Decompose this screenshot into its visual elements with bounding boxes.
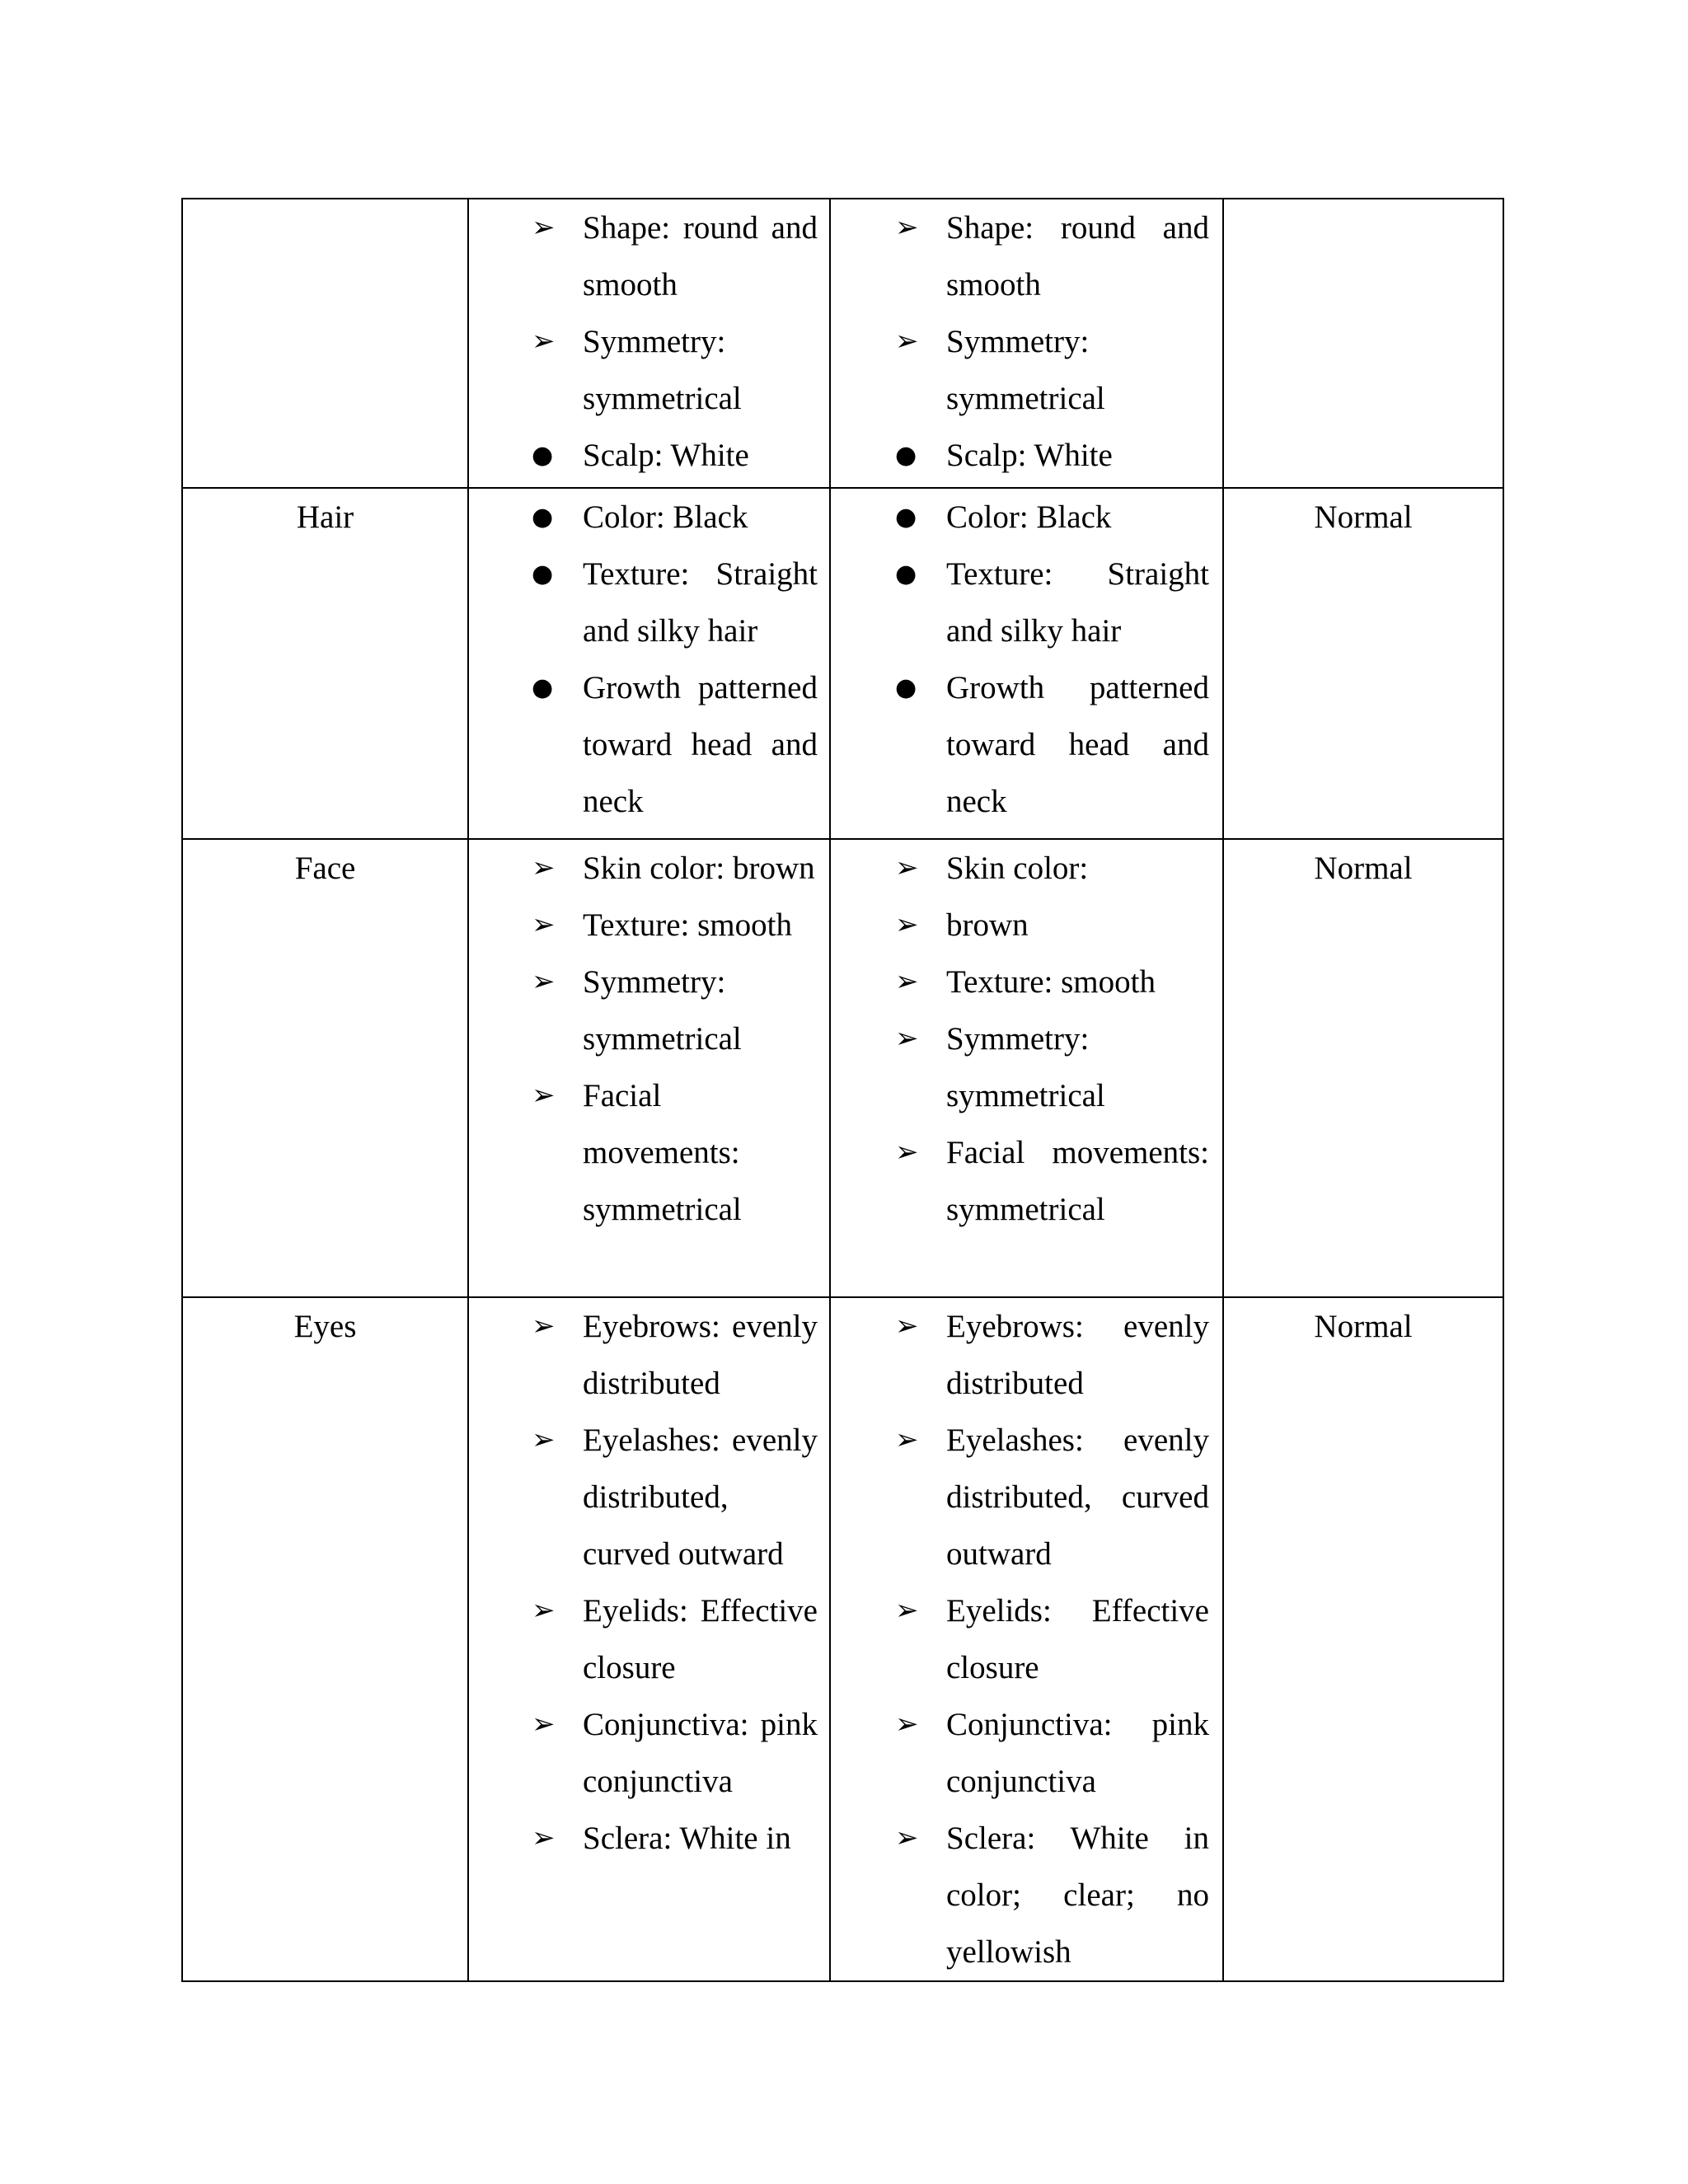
remark-cell: [1223, 1297, 1503, 1981]
dot-bullet-icon: ●: [895, 673, 917, 702]
list-item: ➢ Eyebrows: evenly distributed: [469, 1298, 829, 1412]
list-item: ➢ Skin color: brown: [469, 840, 829, 897]
list-item: ➢ brown: [831, 897, 1222, 954]
list-item: ➢ Texture: smooth: [831, 954, 1222, 1010]
remark: Normal: [1314, 851, 1413, 886]
list-item: ➢ Symmetry: symmetrical: [831, 313, 1222, 427]
dot-bullet-icon: ●: [532, 441, 554, 470]
findings-cell: [830, 1297, 1223, 1981]
list-item: ➢ Symmetry: symmetrical: [469, 954, 829, 1067]
arrow-bullet-icon: ➢: [895, 211, 919, 244]
dot-bullet-icon: ●: [895, 560, 917, 588]
dot-bullet-icon: ●: [532, 503, 554, 532]
list-item: ● Color: Black: [469, 489, 829, 546]
list-item: ➢ Sclera: White in color; clear; no yellowish: [831, 1810, 1222, 1980]
findings-cell: [830, 839, 1223, 1297]
arrow-bullet-icon: ➢: [532, 211, 556, 244]
list-item: ➢ Conjunctiva: pink conjunctiva: [469, 1696, 829, 1810]
table-row-hair: [182, 488, 1503, 839]
remark-cell: [1223, 839, 1503, 1297]
findings-list: [469, 840, 829, 1238]
arrow-bullet-icon: ➢: [895, 1136, 919, 1169]
table-row-head-continued: [182, 199, 1503, 488]
list-item: ● Color: Black: [831, 489, 1222, 546]
list-item: ● Scalp: White: [469, 427, 829, 484]
findings-list: [469, 199, 829, 484]
findings-cell: [468, 839, 830, 1297]
dot-bullet-icon: ●: [895, 503, 917, 532]
findings-cell: [468, 488, 830, 839]
arrow-bullet-icon: ➢: [532, 325, 556, 358]
arrow-bullet-icon: ➢: [532, 1594, 556, 1627]
arrow-bullet-icon: ➢: [532, 1310, 556, 1343]
assessment-table: [181, 198, 1504, 1982]
list-item: ● Growth patterned toward head and neck: [469, 659, 829, 830]
remark: Normal: [1314, 499, 1413, 535]
list-item: ➢ Eyelashes: evenly distributed, curved outward: [469, 1412, 829, 1582]
table-row-eyes: [182, 1297, 1503, 1981]
arrow-bullet-icon: ➢: [532, 851, 556, 884]
row-label: Eyes: [293, 1309, 357, 1344]
findings-list: [831, 1298, 1222, 1980]
findings-list: [469, 1298, 829, 1867]
row-label-cell: [182, 839, 468, 1297]
remark-cell: [1223, 199, 1503, 488]
list-item: ● Growth patterned toward head and neck: [831, 659, 1222, 830]
dot-bullet-icon: ●: [895, 441, 917, 470]
arrow-bullet-icon: ➢: [532, 1708, 556, 1741]
arrow-bullet-icon: ➢: [895, 1022, 919, 1055]
arrow-bullet-icon: ➢: [895, 965, 919, 998]
remark: Normal: [1314, 1309, 1413, 1344]
arrow-bullet-icon: ➢: [532, 1423, 556, 1456]
arrow-bullet-icon: ➢: [895, 1708, 919, 1741]
list-item: ➢ Eyelids: Effective closure: [831, 1582, 1222, 1696]
findings-list: [831, 489, 1222, 830]
row-label-cell: [182, 199, 468, 488]
findings-list: [469, 489, 829, 830]
arrow-bullet-icon: ➢: [895, 325, 919, 358]
row-label: Face: [294, 851, 356, 886]
list-item: ● Texture: Straight and silky hair: [469, 546, 829, 659]
list-item: ➢ Skin color:: [831, 840, 1222, 897]
list-item: ➢ Shape: round and smooth: [831, 199, 1222, 313]
arrow-bullet-icon: ➢: [895, 1310, 919, 1343]
list-item: ➢ Facial movements: symmetrical: [831, 1124, 1222, 1238]
list-item: ● Scalp: White: [831, 427, 1222, 484]
dot-bullet-icon: ●: [532, 673, 554, 702]
row-label-cell: [182, 488, 468, 839]
dot-bullet-icon: ●: [532, 560, 554, 588]
arrow-bullet-icon: ➢: [895, 1423, 919, 1456]
table-row-face: [182, 839, 1503, 1297]
findings-cell: [830, 199, 1223, 488]
remark-cell: [1223, 488, 1503, 839]
list-item: ➢ Eyebrows: evenly distributed: [831, 1298, 1222, 1412]
list-item: ➢ Symmetry: symmetrical: [831, 1010, 1222, 1124]
row-label-cell: [182, 1297, 468, 1981]
findings-cell: [468, 1297, 830, 1981]
arrow-bullet-icon: ➢: [532, 965, 556, 998]
findings-list: [831, 199, 1222, 484]
arrow-bullet-icon: ➢: [895, 1821, 919, 1854]
list-item: ➢ Eyelids: Effective closure: [469, 1582, 829, 1696]
list-item: ● Texture: Straight and silky hair: [831, 546, 1222, 659]
list-item: ➢ Shape: round and smooth: [469, 199, 829, 313]
list-item: ➢ Eyelashes: evenly distributed, curved outward: [831, 1412, 1222, 1582]
list-item: ➢ Texture: smooth: [469, 897, 829, 954]
arrow-bullet-icon: ➢: [532, 908, 556, 941]
list-item: ➢ Conjunctiva: pink conjunctiva: [831, 1696, 1222, 1810]
list-item: ➢ Symmetry: symmetrical: [469, 313, 829, 427]
list-item: ➢ Facial movements: symmetrical: [469, 1067, 829, 1238]
arrow-bullet-icon: ➢: [895, 851, 919, 884]
findings-cell: [830, 488, 1223, 839]
arrow-bullet-icon: ➢: [895, 908, 919, 941]
arrow-bullet-icon: ➢: [532, 1079, 556, 1112]
arrow-bullet-icon: ➢: [532, 1821, 556, 1854]
row-label: Hair: [296, 499, 354, 535]
list-item: ➢ Sclera: White in: [469, 1810, 829, 1867]
arrow-bullet-icon: ➢: [895, 1594, 919, 1627]
findings-cell: [468, 199, 830, 488]
findings-list: [831, 840, 1222, 1238]
